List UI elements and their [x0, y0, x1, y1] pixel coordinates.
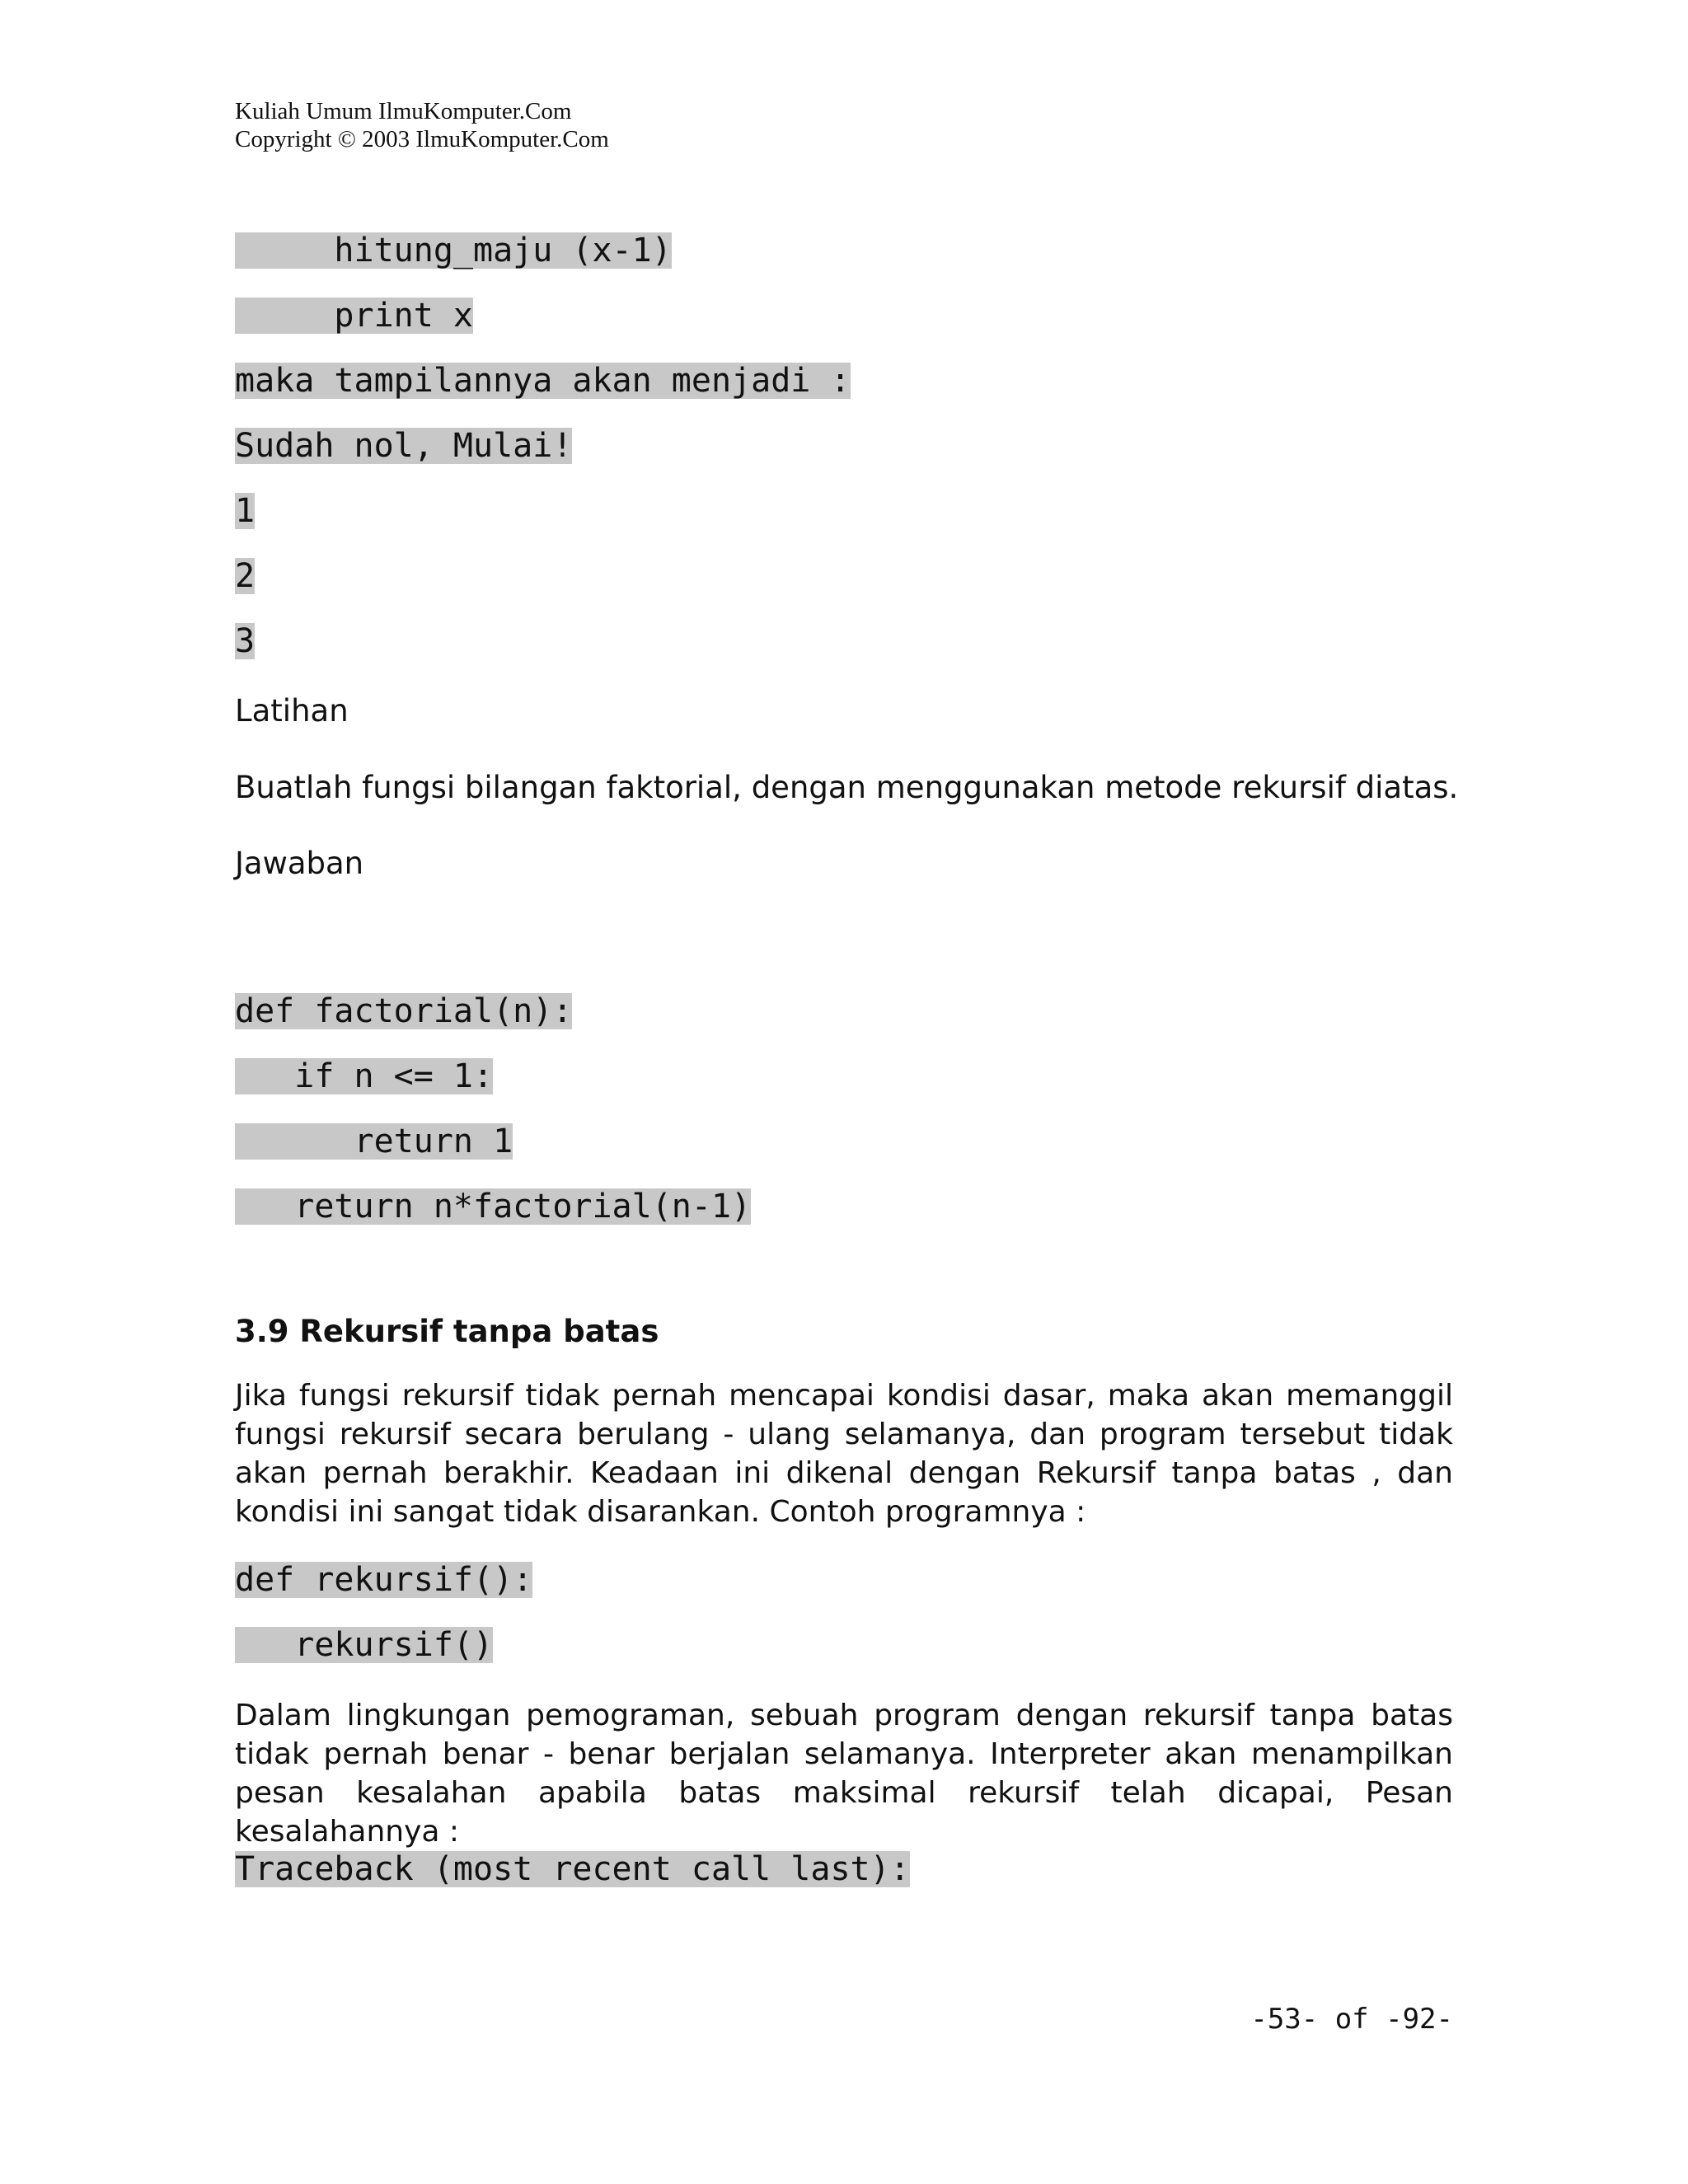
code-line: hitung_maju (x-1)	[235, 232, 672, 269]
paragraph-rekursif-tanpa-batas: Jika fungsi rekursif tidak pernah mencapai kondisi dasar, maka akan memanggil fungsi rekursif secara berulang - ulang selamanya, dan program tersebut tidak akan pernah berakhir. Keadaan ini dikenal dengan Rekursif tanpa batas , dan kondisi ini sangat tidak disarankan. Contoh programnya :	[235, 1379, 1453, 1529]
paragraph-interpreter: Dalam lingkungan pemograman, sebuah program dengan rekursif tanpa batas tidak pernah benar - benar berjalan selamanya. Interpreter akan menampilkan pesan kesalahan apabila batas maksimal rekursif telah dicapai, Pesan kesalahannya :	[235, 1699, 1453, 1849]
latihan-text: Buatlah fungsi bilangan faktorial, dengan menggunakan metode rekursif diatas.	[235, 770, 1459, 805]
code-line: def factorial(n):	[235, 992, 573, 1030]
header-title: Kuliah Umum IlmuKomputer.Com	[235, 98, 572, 124]
output-line: 2	[235, 557, 256, 595]
code-line: if n <= 1:	[235, 1057, 494, 1095]
page-header	[235, 97, 609, 153]
code-line: Traceback (most recent call last):	[235, 1850, 910, 1888]
code-line: print x	[235, 297, 473, 335]
output-line: Sudah nol, Mulai!	[235, 427, 573, 465]
page-number: -53- of -92-	[1250, 2003, 1453, 2036]
header-copyright: Copyright © 2003 IlmuKomputer.Com	[235, 126, 609, 152]
code-line: maka tampilannya akan menjadi :	[235, 362, 851, 400]
jawaban-label: Jawaban	[235, 846, 364, 881]
code-line: rekursif()	[235, 1626, 494, 1664]
output-line: 1	[235, 492, 256, 530]
code-line: def rekursif():	[235, 1561, 533, 1599]
code-line: return n*factorial(n-1)	[235, 1188, 752, 1226]
section-heading: 3.9 Rekursif tanpa batas	[235, 1314, 659, 1349]
code-line: return 1	[235, 1122, 513, 1160]
output-line: 3	[235, 622, 256, 660]
latihan-label: Latihan	[235, 693, 349, 729]
